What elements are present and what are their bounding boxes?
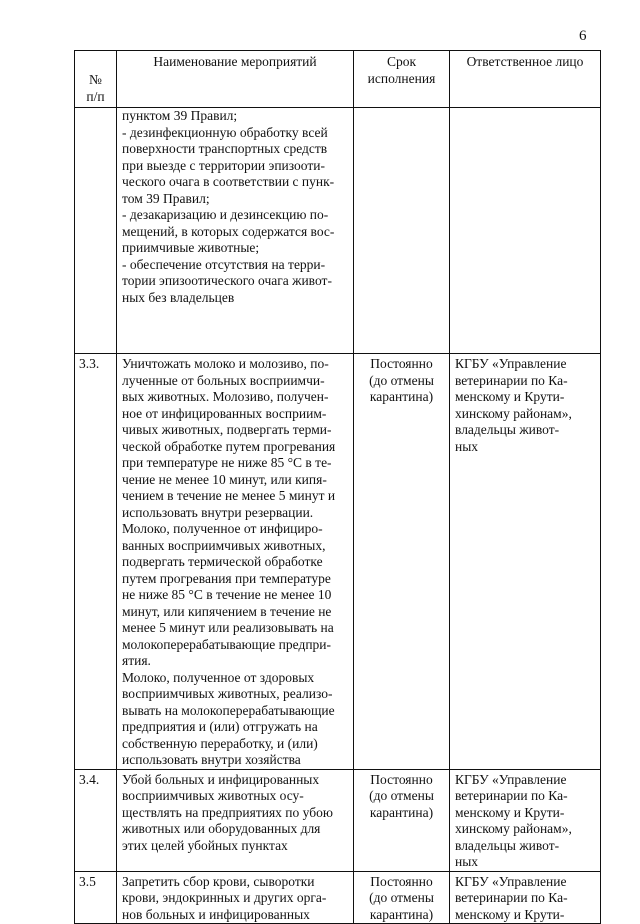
responsible-line: ветеринарии по Ка- <box>455 788 568 803</box>
measure-line: менее 5 минут или реализовывать на <box>122 620 334 635</box>
row-term-cell <box>354 354 450 770</box>
table-row-continued <box>75 108 601 354</box>
measure-line: ческого очага в соответствии с пунк- <box>122 174 335 189</box>
measures-table <box>74 50 601 924</box>
measure-line: мещений, в которых содержатся вос- <box>122 223 335 239</box>
responsible-line: хинскому районам», <box>455 821 572 836</box>
header-number-sign: № <box>89 72 102 87</box>
header-responsible: Ответственное лицо <box>450 51 601 108</box>
header-term-line: исполнения <box>367 70 436 86</box>
measure-line: молокоперерабатывающие предпри- <box>122 636 332 652</box>
measure-line: при выезде с территории эпизооти- <box>122 157 325 173</box>
row-measure-cell <box>117 354 354 770</box>
responsible-line: КГБУ «Управление <box>455 873 567 889</box>
measure-line: - обеспечение отсутствия на терри- <box>122 256 326 272</box>
row-number-cell: 3.4. <box>75 769 117 871</box>
measure-line: использовать внутри резервации. <box>122 504 314 520</box>
measure-line: ное от инфицированных восприим- <box>122 405 327 421</box>
measure-line: ятия. <box>122 653 151 668</box>
term-line: (до отмены <box>369 890 434 905</box>
measure-line: собственную переработку, и (или) <box>122 735 318 751</box>
table-row-3-3 <box>75 354 601 770</box>
table-row-3-5 <box>75 871 601 924</box>
measure-line: чением в течение не менее 5 минут и <box>122 488 336 503</box>
table-header-row <box>75 51 601 108</box>
table-row-3-4 <box>75 769 601 871</box>
header-number <box>75 51 117 108</box>
responsible-line: хинскому районам», <box>455 405 572 421</box>
measure-line: использовать внутри хозяйства <box>122 752 301 767</box>
row-measure-cell <box>117 108 354 354</box>
measure-line: нов больных и инфицированных <box>122 906 310 922</box>
measure-line: животных или оборудованных для <box>122 821 321 836</box>
responsible-line: ных <box>455 854 479 869</box>
measure-line: этих целей убойных пунктах <box>122 837 288 853</box>
measure-line: ных без владельцев <box>122 289 235 305</box>
term-line: карантина) <box>369 804 434 820</box>
row-responsible-cell <box>450 871 601 924</box>
row-term-cell <box>354 769 450 871</box>
measure-line: восприимчивых животных осу- <box>122 788 304 803</box>
header-term <box>354 51 450 108</box>
measure-line: - дезинфекционную обработку всей <box>122 124 328 140</box>
measure-line: тории эпизоотического очага живот- <box>122 273 332 288</box>
measure-line: поверхности транспортных средств <box>122 141 328 156</box>
row-responsible-cell <box>450 769 601 871</box>
term-line: Постоянно <box>370 356 433 371</box>
responsible-line: менскому и Крути- <box>455 804 565 820</box>
term-line: карантина) <box>369 906 434 922</box>
responsible-line: ветеринарии по Ка- <box>455 890 568 905</box>
responsible-line: ных <box>455 438 479 454</box>
responsible-line: владельцы живот- <box>455 837 560 853</box>
measure-line: путем прогревания при температуре <box>122 570 331 586</box>
row-measure-cell <box>117 769 354 871</box>
measure-line: пунктом 39 Правил; <box>122 108 238 123</box>
measure-line: чение не менее 10 минут, или кипя- <box>122 471 327 487</box>
row-number-cell: 3.3. <box>75 354 117 770</box>
measure-line: Убой больных и инфицированных <box>122 771 320 787</box>
measure-line: ческой обработке путем прогревания <box>122 438 336 454</box>
measure-line: вых животных. Молозиво, получен- <box>122 389 329 404</box>
responsible-line: менскому и Крути- <box>455 906 565 922</box>
measure-line: ществлять на предприятиях по убою <box>122 804 333 820</box>
measure-line: Запретить сбор крови, сыворотки <box>122 873 315 889</box>
measure-line: минут, или кипячением в течение не <box>122 603 332 619</box>
responsible-line: ветеринарии по Ка- <box>455 372 568 388</box>
measure-line: вывать на молокоперерабатывающие <box>122 702 335 718</box>
header-term-line: Срок <box>386 54 417 69</box>
row-measure-cell <box>117 871 354 924</box>
row-number-cell: 3.5 <box>75 871 117 924</box>
responsible-line: менскому и Крути- <box>455 389 565 404</box>
measure-line: Молоко, полученное от инфициро- <box>122 521 323 536</box>
row-term-cell <box>354 871 450 924</box>
measure-line: предприятия и (или) отгружать на <box>122 719 318 734</box>
page-number: 6 <box>579 28 587 44</box>
responsible-line: КГБУ «Управление <box>455 356 567 371</box>
measure-line: - дезакаризацию и дезинсекцию по- <box>122 207 329 222</box>
term-line: Постоянно <box>370 873 433 889</box>
measure-line: крови, эндокринных и других орга- <box>122 890 327 905</box>
measure-line: том 39 Правил; <box>122 190 210 206</box>
responsible-line: КГБУ «Управление <box>455 771 567 787</box>
term-line: (до отмены <box>369 372 434 388</box>
header-measures: Наименование мероприятий <box>117 51 354 108</box>
measure-line: Молоко, полученное от здоровых <box>122 669 315 685</box>
measure-line: восприимчивых животных, реализо- <box>122 686 333 701</box>
responsible-line: владельцы живот- <box>455 422 560 437</box>
measure-line: Уничтожать молоко и молозиво, по- <box>122 356 329 371</box>
measure-line: не ниже 85 °С в течение не менее 10 <box>122 587 332 602</box>
measure-line: лученные от больных восприимчи- <box>122 372 325 388</box>
row-number-cell <box>75 108 117 354</box>
row-responsible-cell <box>450 354 601 770</box>
measure-line: подвергать термической обработке <box>122 554 323 569</box>
measure-line: чивых животных, подвергать терми- <box>122 422 332 437</box>
term-line: карантина) <box>369 389 434 404</box>
measure-line: ванных восприимчивых животных, <box>122 537 326 553</box>
measure-line: при температуре не ниже 85 °С в те- <box>122 455 332 470</box>
row-responsible-cell <box>450 108 601 354</box>
header-number-abbr: п/п <box>86 88 105 104</box>
measure-line: приимчивые животные; <box>122 240 260 255</box>
term-line: (до отмены <box>369 788 434 803</box>
row-term-cell <box>354 108 450 354</box>
term-line: Постоянно <box>370 771 433 787</box>
